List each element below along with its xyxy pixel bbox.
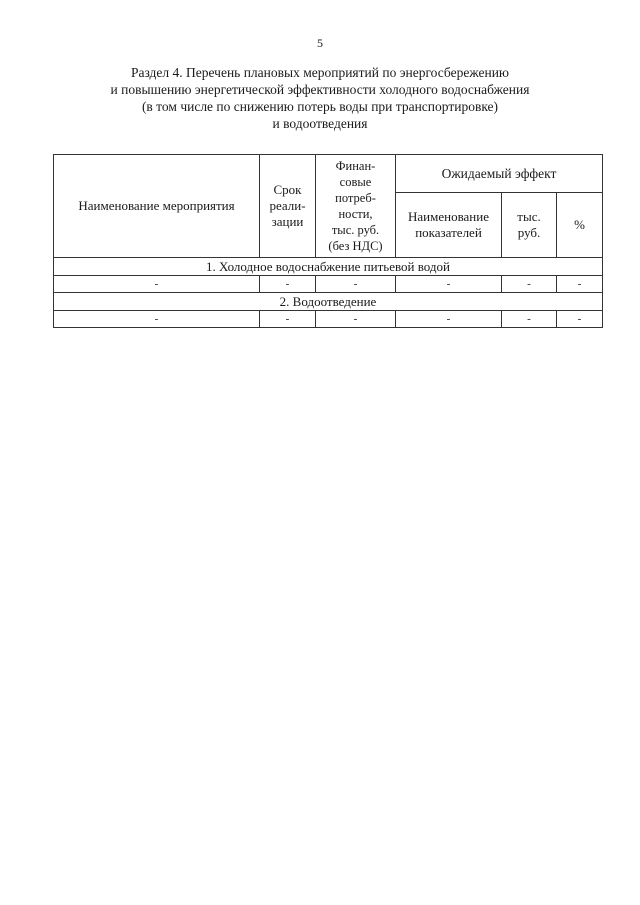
- section-title-cold-water: 1. Холодное водоснабжение питьевой водой: [54, 258, 603, 276]
- heading-line: и повышению энергетической эффективности холодного водоснабжения: [110, 82, 530, 97]
- header-term-line: зации: [271, 214, 304, 229]
- table-cell: -: [316, 276, 396, 293]
- header-term-line: Срок: [273, 182, 302, 197]
- header-financial-needs: [316, 155, 396, 258]
- table-cell: -: [557, 276, 603, 293]
- table-row: [54, 311, 603, 328]
- page-number: 5: [317, 36, 323, 50]
- section-title-wastewater: 2. Водоотведение: [54, 293, 603, 311]
- heading-line: (в том числе по снижению потерь воды при транспортировке): [141, 99, 499, 114]
- table-cell: -: [260, 276, 316, 293]
- header-percent: %: [557, 193, 603, 258]
- header-thousand-rub-line: тыс.: [517, 209, 541, 224]
- table-cell: -: [502, 276, 557, 293]
- header-financial-line: тыс. руб.: [331, 223, 380, 237]
- heading-line: и водоотведения: [272, 116, 368, 131]
- header-term-line: реали-: [269, 198, 306, 213]
- header-thousand-rub-line: руб.: [517, 225, 541, 240]
- table-cell: -: [396, 276, 502, 293]
- heading-line: Раздел 4. Перечень плановых мероприятий по энергосбережению: [130, 65, 510, 80]
- table-cell: -: [54, 311, 260, 328]
- header-expected-effect: Ожидаемый эффект: [396, 155, 603, 193]
- activities-table: [53, 154, 603, 328]
- table-cell: -: [316, 311, 396, 328]
- header-financial-line: (без НДС): [328, 239, 383, 253]
- header-financial-line: Финан-: [335, 159, 376, 173]
- header-indicator-line: показателей: [415, 225, 482, 240]
- header-indicator-name: [396, 193, 502, 258]
- table-cell: -: [502, 311, 557, 328]
- header-indicator-line: Наименование: [408, 209, 489, 224]
- header-activity-name: Наименование мероприятия: [54, 155, 260, 258]
- table-cell: -: [54, 276, 260, 293]
- table-cell: -: [260, 311, 316, 328]
- table-cell: -: [396, 311, 502, 328]
- header-financial-line: ности,: [338, 207, 373, 221]
- table-row: [54, 276, 603, 293]
- header-thousand-rub: [502, 193, 557, 258]
- section-heading: [60, 64, 580, 132]
- header-term: [260, 155, 316, 258]
- header-financial-line: потреб-: [335, 191, 376, 205]
- table-cell: -: [557, 311, 603, 328]
- header-financial-line: совые: [339, 175, 372, 189]
